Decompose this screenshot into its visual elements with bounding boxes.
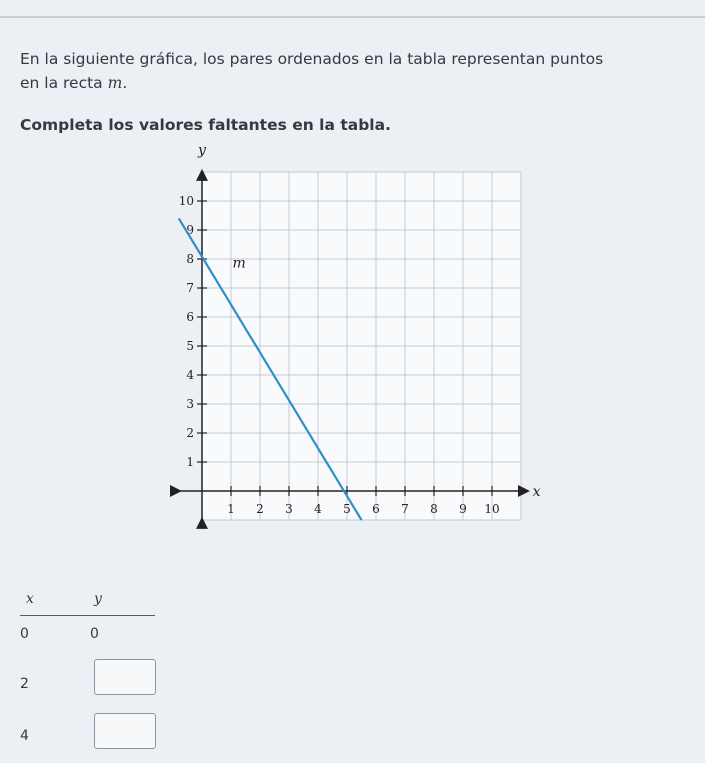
table-row	[20, 616, 155, 650]
values-table	[20, 585, 155, 754]
line-variable-m: m	[107, 74, 123, 92]
x-tick-label: 2	[256, 502, 264, 516]
question-line-2-period: .	[122, 74, 128, 92]
table-row	[20, 650, 155, 702]
y-tick-label: 9	[186, 223, 194, 237]
table-row	[20, 702, 155, 754]
cell-x: 2	[20, 676, 29, 692]
instruction-text: Completa los valores faltantes en la tabla.	[20, 116, 391, 134]
question-line-2	[20, 71, 690, 95]
y-tick-label: 10	[178, 194, 194, 208]
x-tick-label: 5	[343, 502, 351, 516]
cell-x: 0	[20, 626, 29, 642]
top-divider	[0, 16, 705, 18]
question-text	[20, 47, 690, 137]
y-tick-label: 1	[186, 455, 194, 469]
y-tick-label: 3	[186, 397, 194, 411]
x-tick-label: 7	[401, 502, 409, 516]
x-tick-label: 10	[484, 502, 500, 516]
cell-x: 4	[20, 728, 29, 744]
y-axis-label: y	[198, 142, 206, 159]
y-tick-label: 8	[186, 252, 194, 266]
header-x: x	[26, 591, 34, 607]
x-tick-label: 9	[459, 502, 467, 516]
y-tick-label: 7	[186, 281, 194, 295]
y-tick-label: 5	[186, 339, 194, 353]
answer-input-y-row2[interactable]	[94, 659, 156, 695]
x-tick-label: 4	[314, 502, 322, 516]
coordinate-graph	[165, 142, 541, 530]
x-tick-label: 6	[372, 502, 380, 516]
x-tick-label: 3	[285, 502, 293, 516]
graph-svg	[165, 142, 541, 530]
y-tick-label: 6	[186, 310, 194, 324]
answer-input-y-row3[interactable]	[94, 713, 156, 749]
x-axis-label: x	[532, 484, 541, 500]
x-tick-label: 1	[227, 502, 235, 516]
y-tick-label: 2	[186, 426, 194, 440]
line-label-m: m	[232, 255, 246, 272]
cell-y: 0	[90, 626, 99, 642]
question-line-2-text: en la recta	[20, 74, 108, 92]
y-tick-label: 4	[186, 368, 194, 382]
question-line-1: En la siguiente gráfica, los pares ordenados en la tabla representan puntos	[20, 50, 604, 68]
table-header	[20, 585, 155, 616]
header-y: y	[94, 591, 102, 607]
x-tick-label: 8	[430, 502, 438, 516]
